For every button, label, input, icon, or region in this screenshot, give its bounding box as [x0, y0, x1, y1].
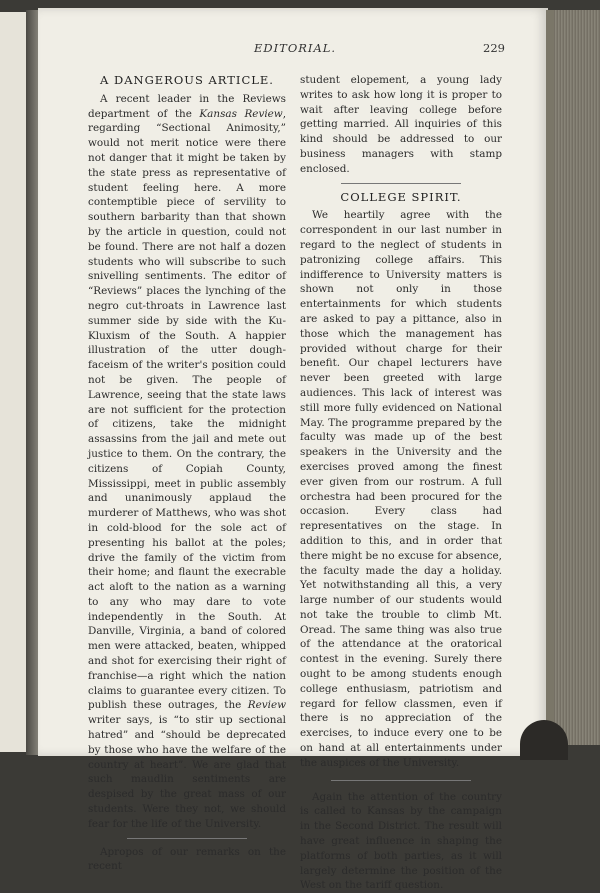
left-column — [88, 73, 286, 874]
facing-page-edge — [0, 12, 27, 752]
article-title-dangerous-article: A DANGEROUS ARTICLE. — [100, 73, 274, 87]
article-body-second-district: Again the attention of the country is called to Kansas by the campaign in the Second District. The result will have great influence in shaping the platforms of both parties, as it will largely determine the position of the West on the tariff question. — [300, 790, 502, 892]
page-edge-shadow — [546, 10, 554, 745]
thumb — [520, 720, 568, 760]
page-edges — [546, 10, 600, 745]
article-body-college-spirit: We heartily agree with the correspondent in our last number in regard to the neglect of students in patronizing college affairs. This indifference to University matters is shown not only in those entertainments for which students are asked to pay a pittance, also in those which the management has provided without charge for their benefit. Our chapel lecturers have never been greeted with large audiences. This lack of interest was still more fully evidenced on National May. The programme prepared by the faculty was made up of the best speakers in the University and the exercises proved among the finest ever given from our rostrum. A full orchestra had been procured for the occasion. Every class had representatives on the stage. In addition to this, and in order that there might be no excuse for absence, the faculty made the day a holiday. Yet notwithstanding all this, a very large number of our students would not take the trouble to climb Mt. Oread. The same thing was also true of the attendance at the oratorical contest in the evening. Surely there ought to be among students enough college enthusiasm, patriotism and regard for fellow classmen, even if there is no appreciation of the exercises, to induce every one to be on hand at all entertainments under the auspices of the University. — [300, 209, 502, 769]
article-body-apropos: student elopement, a young lady writes to ask how long it is proper to wait after leaving college before getting married. All inquiries of this kind should be addressed to our business managers with stamp enclosed. — [300, 74, 502, 175]
section-divider — [127, 838, 247, 839]
body-text: A recent leader in the Reviews department of the — [88, 92, 286, 120]
italic-text: Review — [247, 699, 286, 712]
running-header: EDITORIAL. — [254, 41, 337, 55]
body-text: writer says, is “to stir up sectional hatred” and “should be deprecated by those who have the welfare of the country at heart”. We are glad that such maudlin sentiments are despised by the great mass of our students. Were they not, we should fear for the life of the University. — [88, 714, 286, 830]
article-body-apropos-start: Apropos of our remarks on the recent — [88, 845, 286, 873]
right-column — [300, 73, 502, 893]
italic-text: Kansas Review — [199, 107, 283, 120]
section-divider — [341, 183, 461, 184]
page-number: 229 — [483, 41, 505, 55]
article-body-dangerous-article — [88, 92, 286, 832]
article-title-college-spirit: COLLEGE SPIRIT. — [340, 189, 462, 204]
body-text: , regarding “Sectional Animosity,” would not merit notice were there not danger that it might be taken by the state press as representative of student feeling here. A more contemptible piece of servility to southern barbarity than that shown by the article in question, could not be found. There are not half a dozen students who will subscribe to such snivelling sentiments. The editor of “Reviews” places the lynching of the negro cut-throats in Lawrence last summer side by side with the Ku-Kluxism of the South. A happier illustration of the utter dough-faceism of the writer's position could not be given. The people of Lawrence, seeing that the state laws are not sufficient for the protection of citizens, take the midnight assassins from the jail and mete out justice to them. On the contrary, the citizens of Copiah County, Mississippi, meet in public assembly and unanimously applaud the murderer of Matthews, who was shot in cold-blood for the sole act of presenting his ballot at the poles; drive the family of the victim from their home; and flaunt the execrable act aloft to the nation as a warning to any who may dare to vote independently in the South. At Danville, Virginia, a band of colored men were attacked, beaten, whipped and shot for exercising their right of franchise—a right which the nation claims to guarantee every citizen. To publish these outrages, the — [88, 107, 286, 712]
section-divider — [331, 780, 471, 781]
